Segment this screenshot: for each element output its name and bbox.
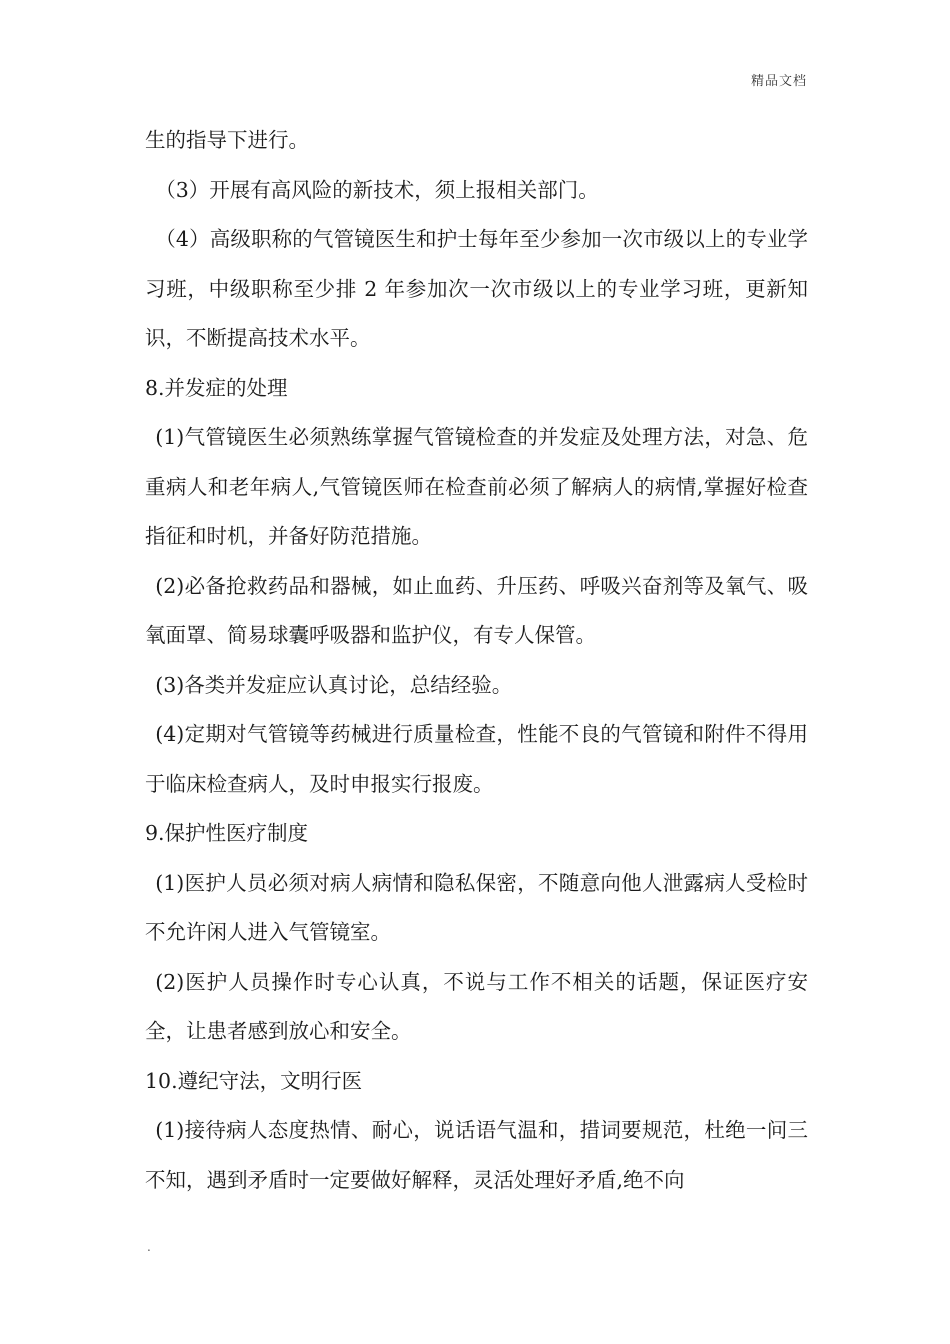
paragraph: (1)接待病人态度热情、耐心，说话语气温和，措词要规范，杜绝一问三不知，遇到矛盾时一定要做好解释，灵活处理好矛盾,绝不向 <box>145 1118 808 1192</box>
paragraph: (1)气管镜医生必须熟练掌握气管镜检查的并发症及处理方法，对急、危重病人和老年病人,气管镜医师在检查前必须了解病人的病情,掌握好检查指征和时机，并备好防范措施。 <box>145 425 808 548</box>
paragraph: （3）开展有高风险的新技术，须上报相关部门。 <box>155 177 599 202</box>
paragraph: （4）高级职称的气管镜医生和护士每年至少参加一次市级以上的专业学习班，中级职称至少排 2 年参加次一次市级以上的专业学习班，更新知识，不断提高技术水平。 <box>145 227 808 350</box>
section-heading: 8.并发症的处理 <box>145 375 288 400</box>
paragraph: (2)医护人员操作时专心认真，不说与工作不相关的话题，保证医疗安全，让患者感到放心和安全。 <box>145 969 808 1043</box>
paragraph: (3)各类并发症应认真讨论，总结经验。 <box>155 672 513 697</box>
document-body <box>145 116 808 1205</box>
paragraph: (4)定期对气管镜等药械进行质量检查，性能不良的气管镜和附件不得用于临床检查病人，及时申报实行报废。 <box>145 722 808 796</box>
footer-mark: . <box>147 1240 151 1254</box>
paragraph: 生的指导下进行。 <box>145 128 309 152</box>
page-header-label: 精品文档 <box>750 74 807 89</box>
paragraph: (1)医护人员必须对病人病情和隐私保密，不随意向他人泄露病人受检时不允许闲人进入气管镜室。 <box>145 870 808 944</box>
paragraph: (2)必备抢救药品和器械，如止血药、升压药、呼吸兴奋剂等及氧气、吸氧面罩、简易球囊呼吸器和监护仪，有专人保管。 <box>145 573 808 647</box>
section-heading: 9.保护性医疗制度 <box>145 821 309 845</box>
section-heading: 10.遵纪守法，文明行医 <box>145 1068 363 1093</box>
